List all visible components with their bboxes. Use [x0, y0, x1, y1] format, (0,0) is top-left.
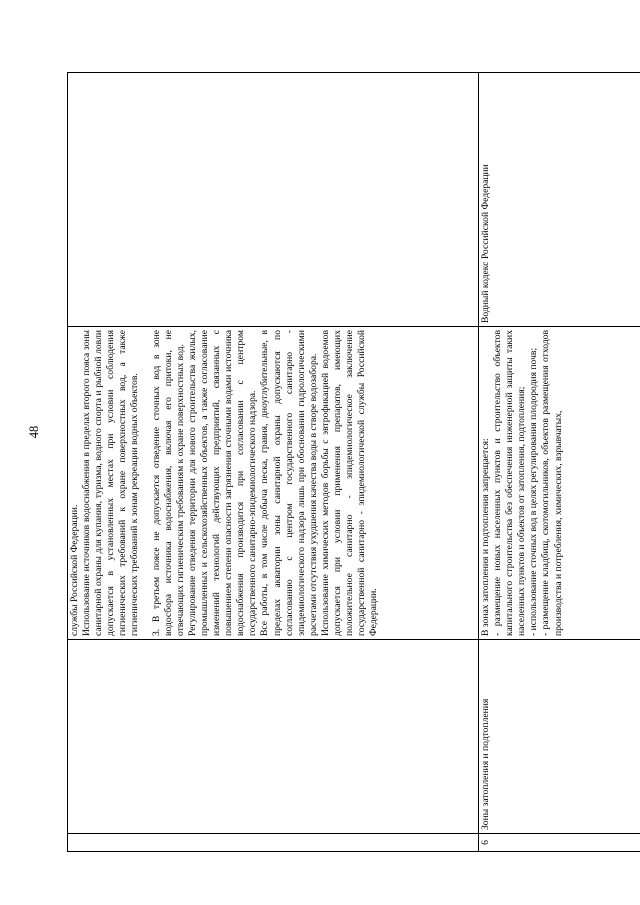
- requirements-cell: [479, 327, 640, 640]
- requirement-paragraph: службы Российской Федерации.: [69, 504, 80, 636]
- requirements-cell: [68, 327, 479, 640]
- zone-name-cell: Зоны затопления и подтопления: [479, 640, 640, 834]
- table-row: [479, 73, 640, 852]
- requirement-paragraph: 3. В третьем поясе не допускается отведение сточных вод в зоне водосбора источника водоснабжения, включая его притоки, не отвечающих гигиеническим требованиям к охране поверхностных вод.: [150, 330, 186, 636]
- requirement-paragraph: В зонах затопления и подтопления запрещается:: [480, 438, 491, 636]
- requirement-paragraph: - размещение кладбищ, скотомогильников, объектов размещения отходов производства и потребления, химических, взрывчатых,: [540, 330, 564, 636]
- zone-name-cell: [68, 640, 479, 834]
- restrictions-table: [67, 72, 640, 852]
- rotated-table-wrapper: [67, 73, 640, 852]
- document-sheet: [67, 73, 640, 852]
- source-cell: [68, 73, 479, 327]
- page-number: 48: [27, 425, 41, 439]
- requirement-paragraph: Регулирование отведения территории для нового строительства жилых, промышленных и сельскохозяйственных объектов, а также согласование изменений технологий действующих предприятий, связанных с повышением степени опасности загрязнения сточными водами источника водоснабжения производится при согласовании с центром государственного санитарно-эпидемиологического надзора.: [186, 330, 259, 636]
- requirement-paragraph: Использование химических методов борьбы с эвтрофикацией водоемов допускается при условии применения препаратов, имеющих положительное санитарно - эпидемиологическое заключение государственной санитарно - эпидемиологической службы Российской Федерации.: [319, 330, 380, 636]
- table-row: [68, 73, 479, 852]
- requirement-paragraph: Использование источников водоснабжения в пределах второго пояса зоны санитарной охраны для купания, туризма, водного спорта и рыбной ловли допускается в установленных местах при условии соблюдения гигиенических требований к охране поверхностных вод, а также гигиенических требований к зонам рекреации водных объектов.: [81, 330, 141, 636]
- row-number-cell: 6: [479, 834, 640, 852]
- source-cell: Водный кодекс Российской Федерации: [479, 73, 640, 327]
- requirement-paragraph: Все работы, в том числе добыча песка, гравия, дноуглубительные, в пределах акватории зоны санитарной охраны допускаются по согласованию с центром государственного санитарно - эпидемиологического надзора лишь при обосновании гидрологическими расчетами отсутствия ухудшения качества воды в створе водозабора.: [259, 330, 319, 636]
- row-number-cell: [68, 834, 479, 852]
- requirement-paragraph: - использование сточных вод в целях регулирования плодородия почв;: [528, 347, 540, 636]
- requirement-paragraph: - размещение новых населенных пунктов и строительство объектов капитального строительства без обеспечения инженерной защиты таких населенных пунктов и объектов от затопления, подтопления;: [492, 330, 528, 636]
